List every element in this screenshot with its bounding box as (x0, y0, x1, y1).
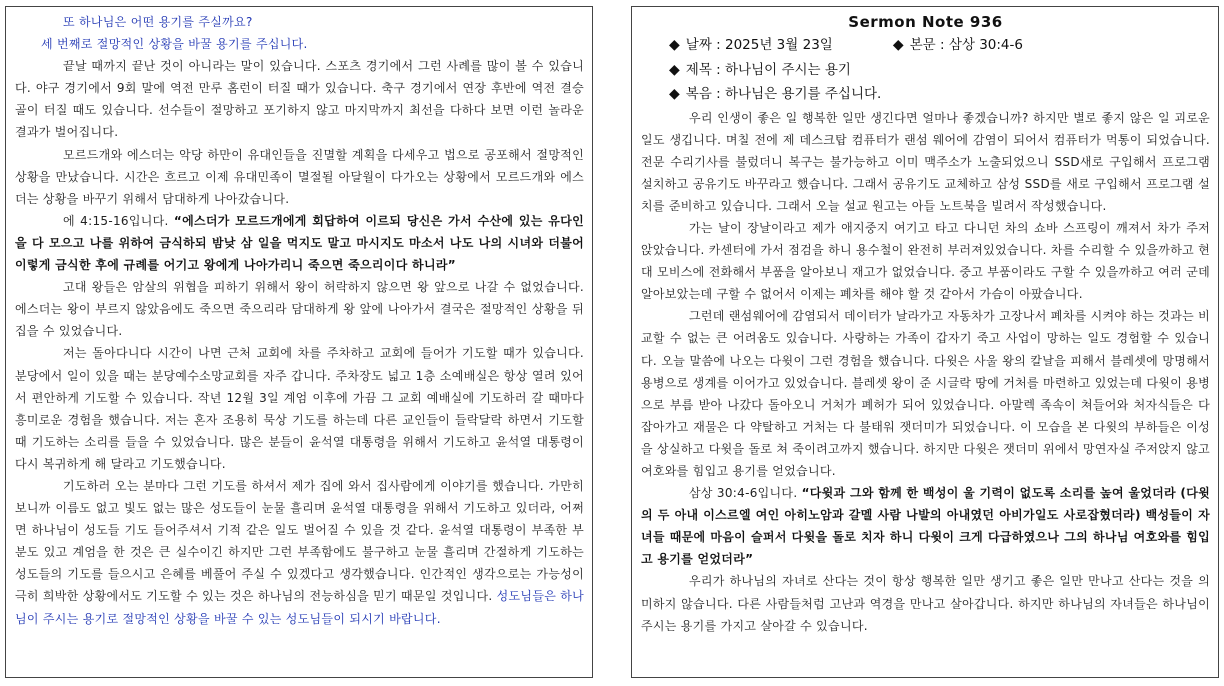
paragraph-prayer-conclusion (15, 475, 584, 630)
right-document-page (631, 6, 1219, 678)
section-heading-third-courage: 세 번째로 절망적인 상황을 바꿀 용기를 주십니다. (41, 37, 308, 52)
diamond-bullet-icon: ◆ (669, 86, 680, 102)
prayer-body-text: 기도하러 오는 분마다 그런 기도를 하셔서 제가 집에 와서 집사람에게 이야기를 했습니다. 가만히 보니까 이름도 없고 빛도 없는 많은 성도들이 눈물 흘리며 윤석열 대통령을 위해서 기도하고 있더라, 어쩌면 하나님이 성도들 기도 들어주셔서 기적 같은 일도 벌어질 수 있을 것 같다. 윤석열 대통령이 부족한 부분도 있고 계엄을 한 것은 큰 실수이긴 하지만 그런 부족함에도 불구하고 눈물 흘리며 간절하게 기도하는 성도들의 기도를 들으시고 은혜를 베풀어 주실 수 있겠다고 생각했습니다. 인간적인 생각으로는 가능성이 극히 희박한 상황에서도 기도할 수 있는 것은 하나님의 전능하심을 믿기 때문일 것입니다. (15, 478, 584, 604)
subject-label: 제목 : 하나님이 주시는 용기 (685, 61, 851, 78)
question-line: 또 하나님은 어떤 용기를 주실까요? (63, 15, 253, 29)
paragraph-church-prayer: 저는 돌아다니다 시간이 나면 근처 교회에 차를 주차하고 교회에 들어가 기도할 때가 있습니다. 분당에서 일이 있을 때는 분당예수소망교회를 자주 갑니다. 주차장도 넓고 1층 소예배실은 항상 열려 있어서 편안하게 기도할 수 있습니다. 작년 12월 3일 계엄 이후에 가끔 그 교회 예배실에 기도하러 갈 때마다 흥미로운 경험을 했습니다. 저는 혼자 조용히 묵상 기도를 하는데 다른 교인들이 들락달락 하면서 기도할 때 기도하는 소리를 들을 수 있었습니다. 많은 분들이 윤석열 대통령을 위해서 기도하고 윤석열 대통령이 다시 복귀하게 해 달라고 기도했습니다. (15, 346, 584, 471)
scripture-reference: 에 4:15-16입니다. (63, 213, 174, 228)
diamond-bullet-icon: ◆ (892, 37, 904, 53)
left-document-page (5, 6, 593, 678)
sermon-meta (641, 33, 1210, 107)
scripture-reference: 삼상 30:4-6입니다. (689, 486, 802, 501)
gospel-label: 복음 : 하나님은 용기를 주십니다. (685, 86, 882, 102)
paragraph-mordecai-esther: 모르드개와 에스더는 악당 하만이 유대인들을 진멸할 계획을 다세우고 법으로 공포해서 절망적인 상황을 만났습니다. 시간은 흐르고 이제 유대민족이 멸절될 아달월이 다가오는 상황에서 모르드개와 에스더는 상황을 바꾸기 위해서 담대하게 나아갔습니다. (15, 147, 584, 206)
meta-row-date-text (669, 33, 1210, 58)
paragraph-david-ziklag: 그런데 랜섬웨어에 감염되서 데이터가 날라가고 자동차가 고장나서 폐차를 시켜야 하는 것과는 비교할 수 없는 큰 어려움도 있습니다. 사랑하는 가족이 갑자기 죽고 사업이 망하는 일도 경험할 수 있습니다. 오늘 말씀에 나오는 다윗이 그런 경험을 했습니다. 다윗은 사울 왕의 칼날을 피해서 블레셋에 망명해서 용병으로 생계를 이어가고 있었습니다. 블레셋 왕이 준 시글락 땅에 거처를 마련하고 있었는데 다윗이 용병으로 부름 받아 나갔다 돌아오니 거처가 폐허가 되어 있었습니다. 아말렉 족속이 쳐들어와 처자식들은 다 잡아가고 재물은 다 약탈하고 거처는 다 불태워 잿더미가 되었습니다. 이 모습을 본 다윗의 부하들은 이성을 상실하고 다윗을 돌로 쳐 죽이려고까지 했습니다. 하지만 다윗은 잿더미 위에서 망연자실 주저앉지 않고 여호와를 힘입고 용기를 얻었습니다. (641, 309, 1210, 478)
paragraph-ancient-kings: 고대 왕들은 암살의 위협을 피하기 위해서 왕이 허락하지 않으면 왕 앞으로 나갈 수 없었습니다. 에스더는 왕이 부르지 않았음에도 죽으면 죽으리라 담대하게 왕 앞에 나아가서 결국은 절망적인 상황을 뒤집을 수 있었습니다. (15, 280, 584, 339)
scripture-quote: “에스더가 모르드개에게 회답하여 이르되 당신은 가서 수산에 있는 유다인을 다 모으고 나를 위하여 금식하되 밤낮 삼 일을 먹지도 말고 마시지도 마소서 나도 나의 시녀와 더불어 이렇게 금식한 후에 규례를 어기고 왕에게 나아가리니 죽으면 죽으리이다 하니라” (15, 213, 584, 273)
diamond-bullet-icon: ◆ (669, 37, 680, 53)
date-label: 날짜 : 2025년 3월 23일 (685, 37, 833, 53)
meta-row-gospel (669, 82, 1210, 107)
paragraph-car-spring: 가는 날이 장날이라고 제가 애지중지 여기고 타고 다니던 차의 쇼바 스프링이 깨져서 차가 주저 앉았습니다. 카센터에 가서 점검을 하니 용수철이 완전히 부러져있었습니다. 차를 수리할 수 있을까하고 현대 모비스에 전화해서 부품을 알아보니 재고가 없었습니다. 중고 부품이라도 구할 수 있을까하고 여러 군데 알아보았는데 구할 수 없어서 이제는 폐차를 해야 할 것 같아서 가슴이 아팠습니다. (641, 220, 1210, 302)
meta-row-subject (669, 58, 1210, 83)
diamond-bullet-icon: ◆ (669, 61, 680, 78)
right-page-content (632, 7, 1218, 637)
sermon-note-title: Sermon Note 936 (848, 13, 1003, 31)
left-page-content (6, 7, 592, 630)
paragraph-sports-example: 끝날 때까지 끝난 것이 아니라는 말이 있습니다. 스포츠 경기에서 그런 사례를 많이 볼 수 있습니다. 야구 경기에서 9회 말에 역전 만루 홈런이 터질 때가 있습니다. 축구 경기에서 연장 후반에 역전 결승골이 터질 때도 있습니다. 선수들이 절망하고 포기하지 않고 마지막까지 최선을 다하다 보면 이런 놀라운 결과가 벌어집니다. (15, 59, 584, 140)
paragraph-children-of-god: 우리가 하나님의 자녀로 산다는 것이 항상 행복한 일만 생기고 좋은 일만 만나고 산다는 것을 의미하지 않습니다. 다른 사람들처럼 고난과 역경을 만나고 살아갑니다. 하지만 하나님의 자녀들은 하나님이 주시는 용기를 가지고 살아갈 수 있습니다. (641, 574, 1210, 633)
scripture-quote: “다윗과 그와 함께 한 백성이 울 기력이 없도록 소리를 높여 울었더라 (다윗의 두 아내 이스르엘 여인 아히노암과 갈멜 사람 나발의 아내였던 아비가일도 사로잡혔더라) 백성들이 자녀들 때문에 마음이 슬퍼서 다윗을 돌로 치자 하니 다윗이 크게 다급하였으나 그의 하나님 여호와를 힘입고 용기를 얻었더라” (641, 486, 1210, 567)
paragraph-ransomware: 우리 인생이 좋은 일 행복한 일만 생긴다면 얼마나 좋겠습니까? 하지만 별로 좋지 않은 일 괴로운 일도 생깁니다. 며칠 전에 제 데스크탑 컴퓨터가 랜섬 웨어에 감염이 되어서 컴퓨터가 먹통이 되었습니다. 전문 수리기사를 불렀더니 복구는 불가능하고 이미 맥주소가 노출되었으니 SSD새로 구입해서 프로그램 설치하고 공유기도 바꾸라고 했습니다. 그래서 공유기도 교체하고 삼성 SSD를 새로 구입해서 프로그램 설치를 준비하고 있습니다. 그래서 오늘 설교 원고는 아들 노트북을 빌려서 작성했습니다. (641, 110, 1210, 213)
exhortation-text: 성도님들은 하나님이 주시는 용기로 절망적인 상황을 바꿀 수 있는 성도님들이 되시기 바랍니다. (15, 589, 585, 626)
paragraph-esther-scripture (15, 210, 584, 276)
paragraph-samuel-scripture (641, 482, 1210, 570)
scripture-text-label: 본문 : 삼상 30:4-6 (909, 37, 1023, 53)
